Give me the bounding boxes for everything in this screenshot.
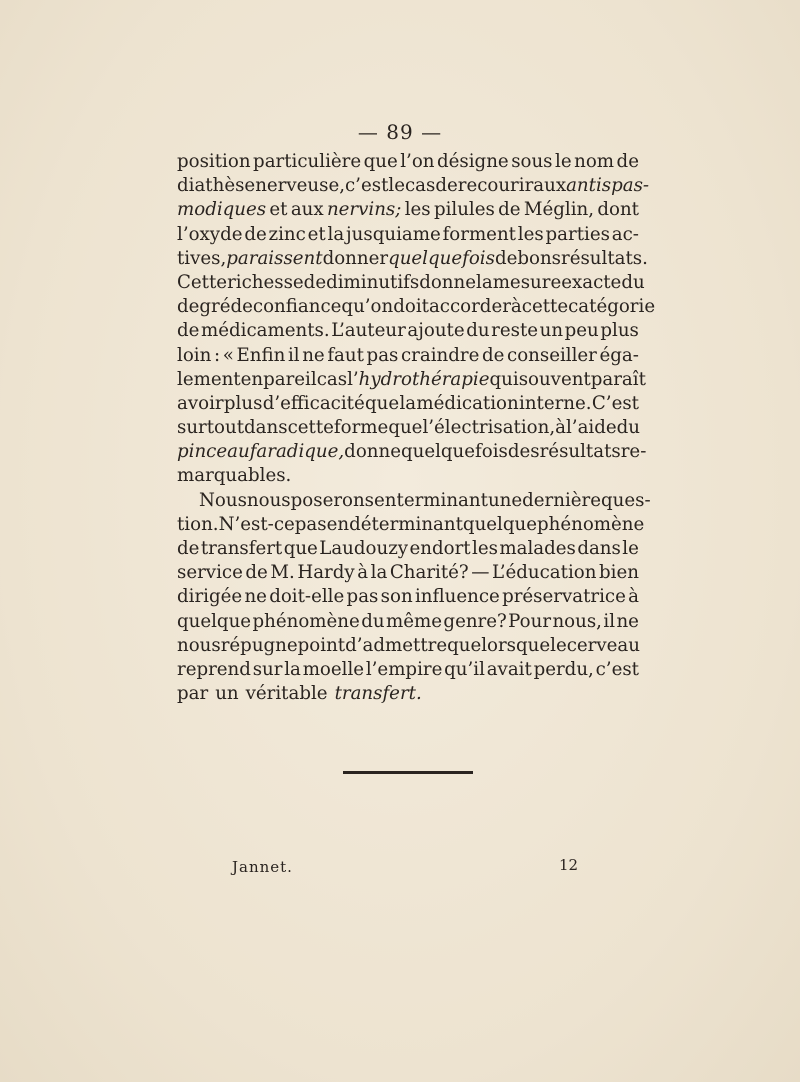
text-line (177, 610, 639, 634)
text-line (177, 223, 639, 247)
word: quelquefois (388, 247, 495, 269)
text-line (177, 295, 656, 319)
word: du (466, 320, 490, 342)
word: médication (416, 392, 519, 414)
word: donne (419, 271, 477, 293)
word: du (616, 417, 641, 439)
word: : (213, 344, 221, 366)
word: Hardy (297, 562, 355, 584)
text-line (177, 319, 639, 343)
page-number: — 89 — (357, 120, 443, 144)
word: qui (489, 368, 519, 390)
word: de (177, 320, 200, 342)
word: quelque (462, 513, 537, 535)
word: endort (409, 538, 471, 559)
word: pas (346, 586, 379, 608)
word: perdu, (533, 658, 594, 680)
word: les (517, 223, 544, 245)
word: craindre (401, 344, 480, 366)
word: l’aide (565, 417, 617, 439)
word: de (303, 271, 327, 293)
word: la (399, 392, 417, 414)
text-line (177, 416, 639, 440)
word: diathèse (177, 175, 256, 197)
word: cas (316, 368, 348, 390)
word: cerveau (566, 634, 640, 656)
text-line (177, 392, 639, 416)
word: service (177, 562, 243, 584)
word: nous, (552, 610, 602, 632)
word: re- (620, 441, 647, 463)
word: L’éducation (492, 562, 597, 584)
word: que (283, 538, 318, 559)
text-line (177, 271, 645, 295)
word: jusquiame (346, 223, 441, 245)
word: à (510, 296, 522, 318)
word: de (494, 247, 518, 269)
word: tives, (177, 247, 227, 269)
word: diminutifs (326, 271, 420, 293)
word: de (498, 199, 521, 221)
word: reprend (177, 658, 251, 680)
word: point (297, 634, 346, 656)
word: le (550, 634, 567, 656)
word: son (380, 586, 413, 608)
word: une (487, 489, 523, 511)
word: l’électrisation, (422, 417, 556, 439)
text-line (177, 682, 639, 706)
word: l’on (400, 151, 435, 172)
word: les (404, 199, 431, 221)
word: répugne (220, 634, 298, 656)
word: le (555, 151, 572, 172)
text-line (177, 440, 647, 464)
word: Cette (177, 271, 228, 293)
word: la (370, 562, 388, 584)
text-line (177, 513, 645, 537)
word: aux (290, 199, 324, 221)
word: du (621, 271, 645, 293)
word: qu’on (341, 296, 394, 318)
word: surtout (177, 417, 245, 439)
word: Nous (199, 489, 247, 511)
word: doit (393, 296, 429, 318)
word: d’efficacité (262, 392, 365, 414)
text-line (177, 368, 646, 392)
word: le (388, 175, 405, 197)
word: accorder (428, 296, 511, 318)
word: M. (270, 562, 295, 584)
word: l’empire (365, 658, 443, 680)
word: exacte (561, 271, 622, 293)
word: Pour (508, 610, 552, 632)
word: ajoute (407, 320, 465, 342)
word: cette (287, 417, 334, 439)
word: richesse (227, 271, 304, 293)
word: donne (344, 441, 401, 463)
word: quelquefois (400, 441, 508, 463)
word: moelle (302, 658, 365, 680)
word: pas (366, 344, 399, 366)
word: dans (244, 417, 288, 439)
word: influence (414, 586, 500, 608)
word: particulière (253, 151, 362, 172)
word: mesure (492, 271, 562, 293)
text-line (177, 150, 639, 174)
word: — (471, 562, 490, 584)
word: nous (246, 489, 291, 511)
text-line (177, 585, 639, 609)
word: de (245, 562, 268, 584)
word: confiance (252, 296, 342, 318)
word: phénomène (536, 513, 645, 535)
text-line (177, 561, 639, 585)
word: dont (597, 199, 639, 221)
word: la (284, 658, 301, 680)
word: la (327, 223, 345, 245)
word: pilules (433, 199, 495, 221)
word: poserons (290, 489, 375, 511)
text-line (177, 344, 639, 368)
word: L’auteur (331, 320, 406, 342)
word: nerveuse, (255, 175, 345, 197)
word: préservatrice (502, 586, 626, 608)
word: nervins; (326, 199, 402, 221)
word: de (244, 223, 267, 245)
body-text (177, 150, 656, 706)
word: malades (499, 538, 576, 559)
word: faut (327, 344, 364, 366)
word: de (177, 538, 200, 559)
word: plus (600, 320, 639, 342)
word: paraît (590, 368, 646, 390)
word: sous (511, 151, 553, 172)
word: aux (533, 175, 567, 197)
word: ne (616, 610, 639, 632)
word: lement (177, 368, 241, 390)
text-line (177, 634, 639, 658)
text-line (177, 174, 650, 198)
word: de (435, 175, 458, 197)
word: il (287, 344, 300, 366)
word: de (481, 344, 505, 366)
word: zinc (268, 223, 306, 245)
word: cette (521, 296, 569, 318)
word: résultats (539, 441, 621, 463)
word: Laudouzy (319, 538, 409, 559)
word: dans (577, 538, 621, 559)
word: désigne (437, 151, 509, 172)
word: par (177, 683, 209, 705)
word: transfert. (334, 683, 422, 705)
word: position (177, 151, 251, 172)
word: ac- (611, 223, 639, 245)
word: l’hydrothérapie (347, 368, 490, 390)
word: recourir (457, 175, 534, 197)
word: plus (223, 392, 263, 414)
word: même (385, 610, 442, 632)
word: bons (517, 247, 561, 269)
word: pareil (263, 368, 317, 390)
word: ne (244, 586, 267, 608)
word: paraissent (226, 247, 323, 269)
word: pinceau (177, 441, 250, 463)
word: cas (404, 175, 436, 197)
word: éga- (599, 344, 639, 366)
word: sur (252, 658, 283, 680)
word: dirigée (177, 586, 243, 608)
word: N’est-ce (218, 513, 295, 535)
word: modiques (177, 199, 267, 221)
word: avoir (177, 392, 224, 414)
word: qu’il (444, 658, 485, 680)
word: conseiller (507, 344, 597, 366)
word: bien (599, 562, 639, 584)
word: phénomène (252, 610, 360, 632)
word: forment (442, 223, 516, 245)
word: « (222, 344, 234, 366)
sheet-number: 12 (559, 856, 579, 874)
word: déterminant (349, 513, 463, 535)
word: faradique, (249, 441, 345, 463)
word: degré (177, 296, 231, 318)
word: des (507, 441, 540, 463)
word: il (603, 610, 616, 632)
word: parties (545, 223, 610, 245)
word: ques- (601, 489, 651, 511)
word: dernière (522, 489, 601, 511)
word: un (539, 320, 564, 342)
word: c’est (595, 658, 639, 680)
word: antispas- (566, 175, 650, 197)
word: l’oxyde (177, 223, 243, 245)
text-line (177, 658, 639, 682)
word: la (476, 271, 493, 293)
word: forme (333, 417, 389, 439)
word: que (363, 151, 398, 172)
word: donner (322, 247, 389, 269)
word: à (628, 586, 639, 608)
word: en (326, 513, 350, 535)
word: d’admettre (345, 634, 448, 656)
word: nom (574, 151, 615, 172)
word: résultats. (561, 247, 648, 269)
word: de (230, 296, 253, 318)
word: que (365, 392, 400, 414)
word: et (307, 223, 326, 245)
word: que (447, 634, 482, 656)
word: terminant (396, 489, 488, 511)
word: Charité? (389, 562, 469, 584)
text-line (177, 489, 651, 513)
word: doit-elle (269, 586, 345, 608)
word: quelque (177, 610, 252, 632)
word: peu (564, 320, 599, 342)
section-rule (343, 771, 473, 774)
word: de (616, 151, 639, 172)
word: et (269, 199, 288, 221)
word: C’est (591, 392, 639, 414)
signature-mark: Jannet. (232, 858, 293, 876)
word: du (361, 610, 385, 632)
word: un (215, 683, 239, 705)
word: Méglin, (523, 199, 595, 221)
word: que (388, 417, 423, 439)
word: lorsque (481, 634, 551, 656)
word: c’est (345, 175, 389, 197)
word: véritable (245, 683, 328, 705)
word: transfert (200, 538, 283, 559)
word: genre? (443, 610, 507, 632)
word: interne. (519, 392, 592, 414)
text-line (177, 247, 648, 271)
text-line (177, 198, 639, 222)
word: médicaments. (201, 320, 330, 342)
word: à (357, 562, 369, 584)
word: nous (177, 634, 221, 656)
text-line (177, 464, 639, 488)
word: marquables. (177, 465, 292, 487)
word: reste (491, 320, 539, 342)
word: tion. (177, 513, 219, 535)
word: les (472, 538, 498, 559)
word: ne (302, 344, 325, 366)
word: avait (486, 658, 532, 680)
word: en (240, 368, 264, 390)
word: pas (294, 513, 327, 535)
word: à (555, 417, 566, 439)
word: le (622, 538, 639, 559)
word: catégorie (568, 296, 656, 318)
word: Enfin (236, 344, 286, 366)
text-line (177, 537, 639, 561)
word: loin (177, 344, 212, 366)
word: souvent (518, 368, 591, 390)
word: en (374, 489, 397, 511)
